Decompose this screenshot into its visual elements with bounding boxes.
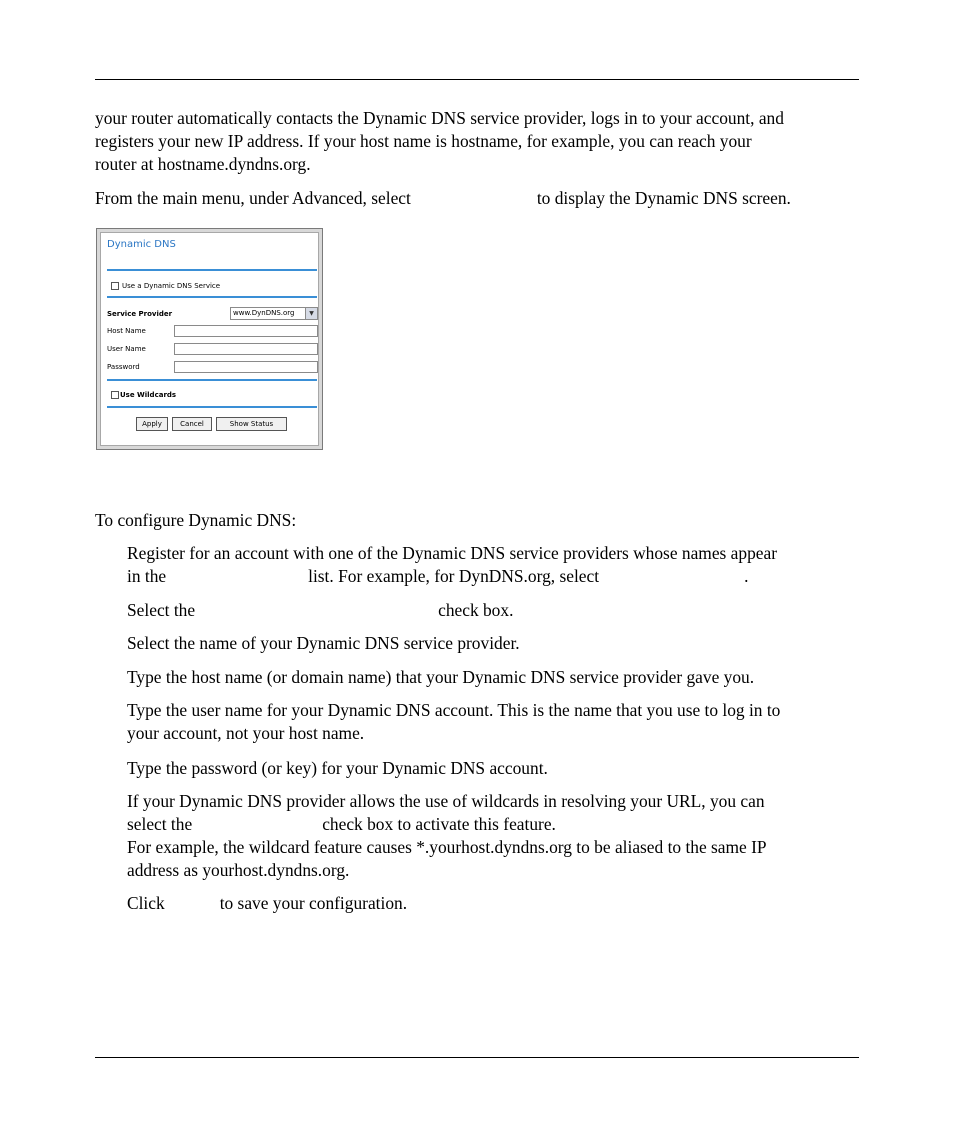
use-wildcards-label: Use Wildcards bbox=[120, 391, 177, 399]
apply-button[interactable]: Apply bbox=[136, 417, 168, 431]
cancel-button[interactable]: Cancel bbox=[172, 417, 212, 431]
section-divider-1 bbox=[107, 296, 317, 298]
service-provider-value: www.DynDNS.org bbox=[233, 309, 295, 317]
dynamic-dns-panel bbox=[100, 232, 319, 446]
step-6: Type the password (or key) for your Dynamic DNS account. bbox=[127, 758, 548, 778]
menu-instruction-start: From the main menu, under Advanced, select bbox=[95, 188, 411, 208]
host-name-field[interactable] bbox=[174, 325, 318, 337]
step-1-in-the: in the bbox=[127, 566, 167, 586]
password-label: Password bbox=[107, 363, 140, 371]
step-1-mid: list. For example, for DynDNS.org, select bbox=[308, 566, 600, 586]
step-2-end: check box. bbox=[438, 600, 514, 620]
step-8-end: to save your configuration. bbox=[219, 893, 408, 913]
step-8 bbox=[127, 892, 867, 915]
chevron-down-icon[interactable]: ▼ bbox=[305, 308, 317, 319]
dynamic-dns-screenshot bbox=[96, 228, 323, 450]
step-7-line-4: address as yourhost.dyndns.org. bbox=[127, 860, 350, 880]
step-8-start: Click bbox=[127, 893, 165, 913]
step-5-line-2: your account, not your host name. bbox=[127, 723, 365, 743]
step-1-end: . bbox=[744, 566, 749, 586]
step-1-line-2 bbox=[127, 565, 867, 588]
step-7-line-3: For example, the wildcard feature causes *.yourhost.dyndns.org to be aliased to the same IP bbox=[127, 837, 767, 857]
host-name-label: Host Name bbox=[107, 327, 146, 335]
section-divider-3 bbox=[107, 406, 317, 408]
use-ddns-label: Use a Dynamic DNS Service bbox=[122, 282, 221, 290]
title-divider bbox=[107, 269, 317, 271]
section-divider-2 bbox=[107, 379, 317, 381]
step-7-line-1: If your Dynamic DNS provider allows the use of wildcards in resolving your URL, you can bbox=[127, 791, 765, 811]
step-7 bbox=[127, 790, 867, 882]
footer-rule bbox=[95, 1057, 859, 1058]
step-2-start: Select the bbox=[127, 600, 196, 620]
menu-instruction bbox=[95, 187, 865, 210]
show-status-button[interactable]: Show Status bbox=[216, 417, 287, 431]
user-name-label: User Name bbox=[107, 345, 146, 353]
step-1-line-1: Register for an account with one of the Dynamic DNS service providers whose names appear bbox=[127, 543, 778, 563]
step-4: Type the host name (or domain name) that your Dynamic DNS service provider gave you. bbox=[127, 667, 755, 687]
intro-paragraph bbox=[95, 107, 865, 176]
menu-instruction-end: to display the Dynamic DNS screen. bbox=[536, 188, 791, 208]
configure-heading: To configure Dynamic DNS: bbox=[95, 510, 297, 530]
step-5 bbox=[127, 699, 867, 745]
service-provider-select[interactable] bbox=[230, 307, 318, 320]
step-7-end: check box to activate this feature. bbox=[322, 814, 556, 834]
step-1 bbox=[127, 542, 867, 588]
step-5-line-1: Type the user name for your Dynamic DNS account. This is the name that you use to log in to bbox=[127, 700, 781, 720]
step-7-start: select the bbox=[127, 814, 193, 834]
password-field[interactable] bbox=[174, 361, 318, 373]
step-3: Select the name of your Dynamic DNS service provider. bbox=[127, 633, 520, 653]
step-2 bbox=[127, 599, 867, 622]
header-rule bbox=[95, 79, 859, 80]
intro-line-3: router at hostname.dyndns.org. bbox=[95, 154, 311, 174]
user-name-field[interactable] bbox=[174, 343, 318, 355]
intro-line-2: registers your new IP address. If your host name is hostname, for example, you can reach your bbox=[95, 131, 752, 151]
use-ddns-checkbox[interactable] bbox=[111, 282, 119, 290]
service-provider-label: Service Provider bbox=[107, 310, 173, 318]
use-wildcards-checkbox[interactable] bbox=[111, 391, 119, 399]
intro-line-1: your router automatically contacts the Dynamic DNS service provider, logs in to your account, and bbox=[95, 108, 784, 128]
screen-title: Dynamic DNS bbox=[107, 239, 176, 250]
step-7-line-2 bbox=[127, 813, 867, 836]
